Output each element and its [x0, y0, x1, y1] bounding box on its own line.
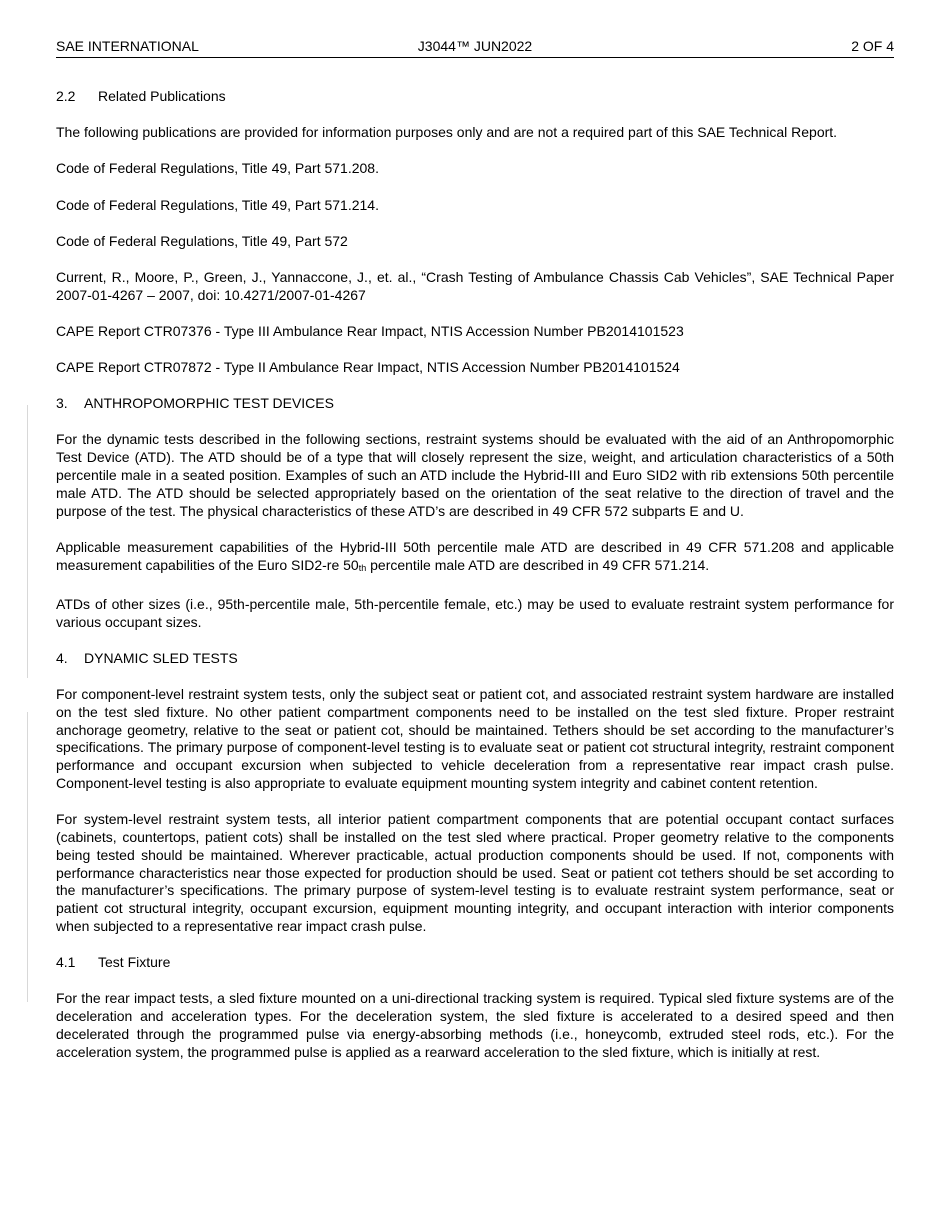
section-heading-4-1 [56, 954, 894, 972]
revision-change-bar [27, 405, 28, 678]
paragraph: The following publications are provided for information purposes only and are not a required part of this SAE Technical Report. [56, 124, 838, 141]
section-number: 3. [56, 395, 68, 412]
paragraph: ATDs of other sizes (i.e., 95th-percentile male, 5th-percentile female, etc.) may be used to evaluate restraint system performance for various occupant sizes. [56, 595, 894, 630]
page-header [56, 38, 894, 58]
section-heading-4 [56, 650, 894, 668]
paragraph: For system-level restraint system tests, all interior patient compartment components that are potential occupant contact surfaces (cabinets, countertops, patient cots) shall be installed on the test sled where practical. Proper geometry relative to the components being tested should be maintained. Wherever practicable, actual production components should be used. If not, components with performance characteristics near those expected for production should be used. Seat or patient cot tethers should be set according to the manufacturer’s specifications. The primary purpose of system-level testing is to evaluate restraint system performance, seat or patient cot structural integrity, occupant excursion, equipment mounting integrity, and occupant interaction with interior components when subjected to a representative rear impact crash pulse. [56, 811, 894, 934]
header-document-id: J3044™ JUN2022 [417, 38, 533, 54]
reference-item: Code of Federal Regulations, Title 49, Part 571.214. [56, 196, 379, 213]
section-number: 4.1 [56, 954, 76, 971]
reference-item: Code of Federal Regulations, Title 49, Part 571.208. [56, 160, 379, 177]
section-number: 4. [56, 649, 68, 666]
paragraph-text: Applicable measurement capabilities of the Hybrid-III 50th percentile male ATD are described in 49 CFR 571.208 and applicable measurement capabilities of the Euro SID2-re 50 [56, 538, 894, 573]
section-title: Test Fixture [98, 954, 171, 971]
reference-item: CAPE Report CTR07376 - Type III Ambulance Rear Impact, NTIS Accession Number PB2014101523 [56, 322, 684, 339]
header-page-number: 2 OF 4 [851, 38, 894, 54]
section-title: Related Publications [98, 88, 226, 104]
section-heading-3 [56, 395, 894, 413]
reference-item: Current, R., Moore, P., Green, J., Yannaccone, J., et. al., “Crash Testing of Ambulance Chassis Cab Vehicles”, SAE Technical Paper 2007-01-4267 – 2007, doi: 10.4271/2007-01-4267 [56, 268, 894, 303]
header-publisher: SAE INTERNATIONAL [56, 38, 199, 54]
section-title: ANTHROPOMORPHIC TEST DEVICES [84, 395, 334, 412]
section-title: DYNAMIC SLED TESTS [84, 649, 238, 666]
document-page [56, 38, 894, 1080]
paragraph [56, 539, 894, 578]
paragraph: For the dynamic tests described in the following sections, restraint systems should be evaluated with the aid of an Anthropomorphic Test Device (ATD). The ATD should be of a type that will closely represent the size, weight, and articulation characteristics of a 50th percentile male in a seated position. Examples of such an ATD include the Hybrid-III and Euro SID2 with rib extensions 50th percentile male ATD. The ATD should be selected appropriately based on the orientation of the seat relative to the direction of travel and the purpose of the test. The physical characteristics of these ATD’s are described in 49 CFR 572 subparts E and U. [56, 431, 894, 519]
revision-change-bar [27, 712, 28, 1002]
reference-item: CAPE Report CTR07872 - Type II Ambulance Rear Impact, NTIS Accession Number PB2014101524 [56, 359, 680, 376]
reference-item: Code of Federal Regulations, Title 49, Part 572 [56, 232, 348, 249]
document-body [56, 88, 894, 1062]
section-number: 2.2 [56, 88, 76, 104]
paragraph: For component-level restraint system tests, only the subject seat or patient cot, and associated restraint system hardware are installed on the test sled fixture. No other patient compartment components need to be installed on the test sled fixture. Proper restraint anchorage geometry, relative to the seat or patient cot, should be maintained. Tethers should be set according to the manufacturer’s specifications. The primary purpose of component-level testing is to evaluate seat or patient cot structural integrity, restraint component performance and occupant excursion when subjected to vehicle deceleration from a representative rear impact crash pulse. Component-level testing is also appropriate to evaluate equipment mounting system integrity and cabinet content retention. [56, 686, 894, 791]
paragraph: For the rear impact tests, a sled fixture mounted on a uni-directional tracking system is required. Typical sled fixture systems are of the deceleration and acceleration types. For the deceleration system, the sled fixture is accelerated to a desired speed and then decelerated through the programmed pulse via energy-absorbing methods (i.e., honeycomb, extruded steel rods, etc.). For the acceleration system, the programmed pulse is applied as a rearward acceleration to the sled fixture, which is initially at rest. [56, 990, 894, 1060]
paragraph-text: percentile male ATD are described in 49 CFR 571.214. [366, 556, 710, 573]
ordinal-suffix: th [358, 562, 367, 573]
section-heading-2-2 [56, 88, 894, 106]
